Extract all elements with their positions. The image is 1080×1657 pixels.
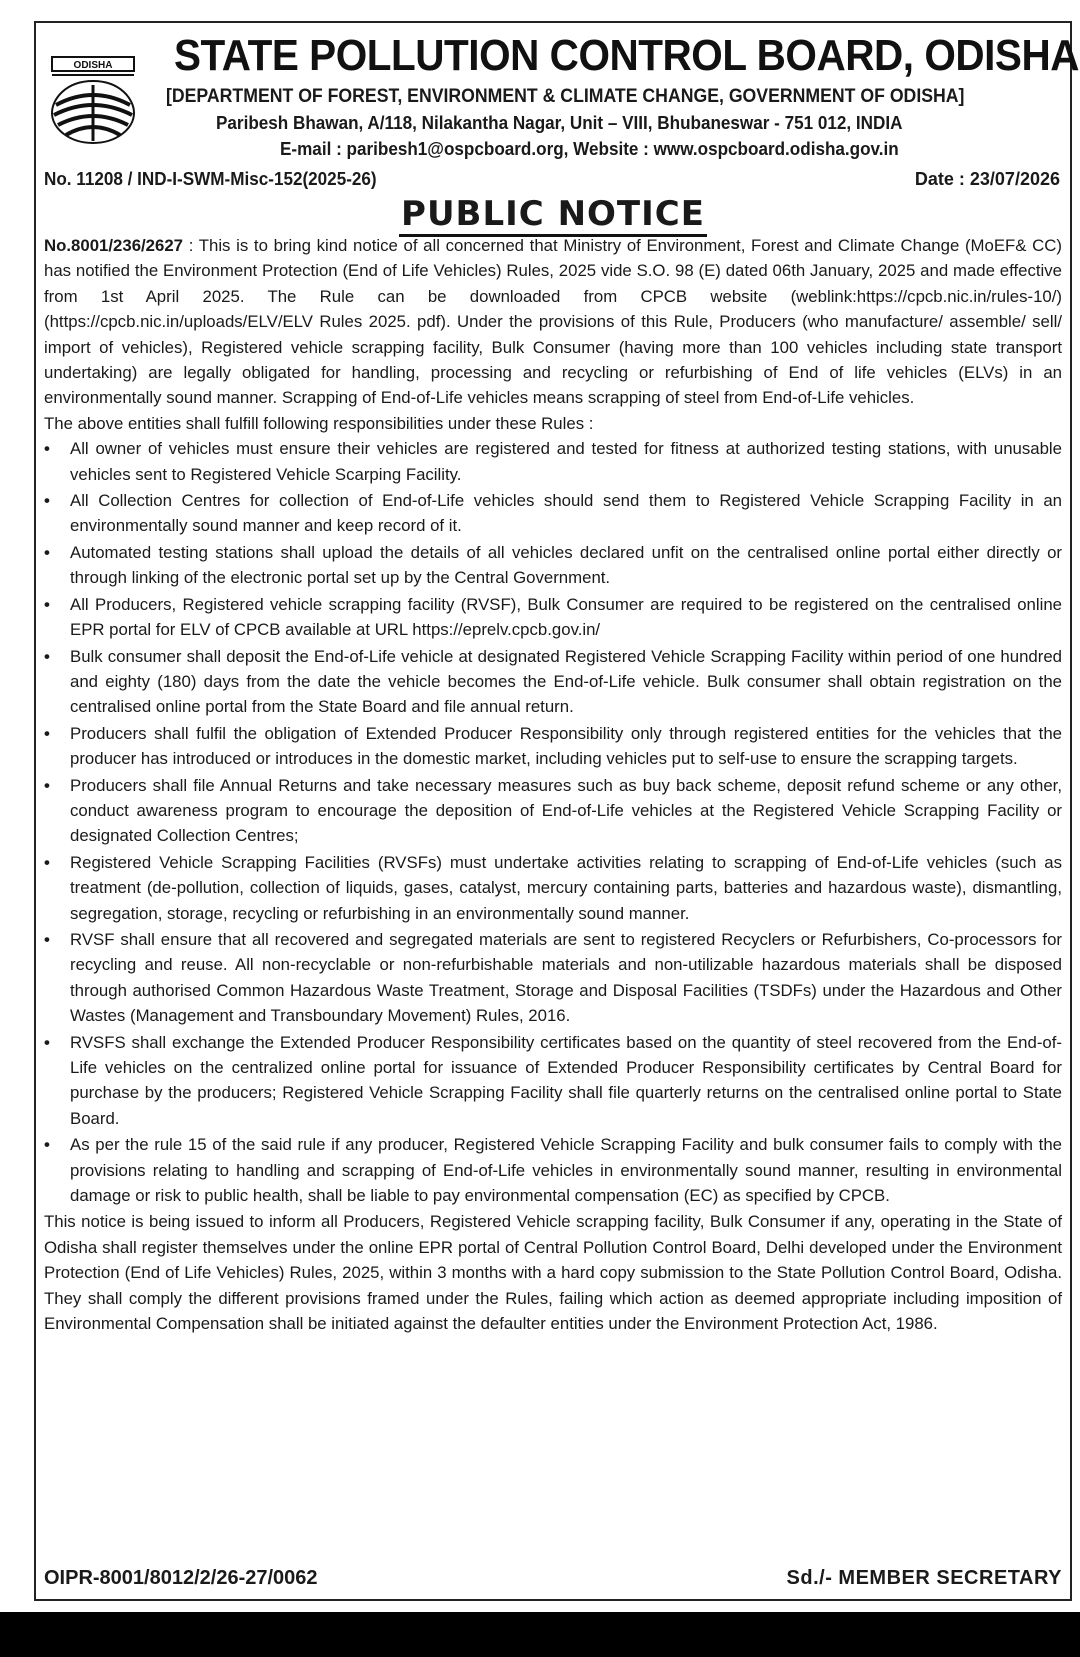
logo-text: ODISHA xyxy=(73,60,113,71)
public-notice xyxy=(34,21,1080,1601)
board-name: STATE POLLUTION CONTROL BOARD, ODISHA xyxy=(174,31,1080,80)
list-item: • Producers shall file Annual Returns and take necessary measures such as buy back scheme, deposit refund scheme or any other, conduct awareness program to encourage the deposition of End-of-Life vehicles at the Registered Vehicle Scrapping Facility or designated Collection Centres; xyxy=(44,773,1062,849)
bullet-icon: • xyxy=(44,929,50,949)
list-item: • Registered Vehicle Scrapping Facilities (RVSFs) must undertake activities relating to scrapping of End-of-Life vehicles (such as treatment (de-pollution, collection of liquids, gases, catalyst, mercury containing parts, batteries and hazardous waste), dismantling, segregation, storage, recycling or refurbishing in an environmentally sound manner. xyxy=(44,850,1062,926)
responsibilities-list xyxy=(44,436,1062,1208)
list-item: • As per the rule 15 of the said rule if any producer, Registered Vehicle Scrapping Facility and bulk consumer fails to comply with the provisions relating to handling and scrapping of End-of-Life vehicles in environmentally sound manner, resulting in environmental damage or risk to public health, shall be liable to pay environmental compensation (EC) as specified by CPCB. xyxy=(44,1132,1062,1208)
notice-title xyxy=(44,194,1062,234)
list-item: • All owner of vehicles must ensure their vehicles are registered and tested for fitness at authorized testing stations, with unusable vehicles sent to Registered Vehicle Scarping Facility. xyxy=(44,436,1062,487)
intro-number: No.8001/236/2627 xyxy=(44,236,184,255)
bullet-icon: • xyxy=(44,723,50,743)
bullet-icon: • xyxy=(44,542,50,562)
list-item: • RVSF shall ensure that all recovered and segregated materials are sent to registered Recyclers or Refurbishers, Co-processors for recycling and reuse. All non-recyclable or non-refurbishable materials and non-utilizable hazardous materials shall be disposed through authorised Common Hazardous Waste Treatment, Storage and Disposal Facilities (TSDFs) under the Hazardous and Other Wastes (Management and Transboundary Movement) Rules, 2016. xyxy=(44,927,1062,1029)
bullet-icon: • xyxy=(44,852,50,872)
notice-footer xyxy=(44,1567,1062,1593)
notice-date: Date : 23/07/2026 xyxy=(914,169,1060,189)
list-item: • Automated testing stations shall upload the details of all vehicles declared unfit on the centralised online portal either directly or through linking of the electronic portal set up by the Central Government. xyxy=(44,540,1062,591)
contact-line: E-mail : paribesh1@ospcboard.org, Website : www.ospcboard.odisha.gov.in xyxy=(280,139,899,159)
bullet-icon: • xyxy=(44,594,50,614)
bullet-icon: • xyxy=(44,439,50,459)
notice-title-text: PUBLIC NOTICE xyxy=(399,194,707,237)
board-logo xyxy=(46,55,140,147)
notice-body xyxy=(44,233,1062,1336)
reference-number: No. 11208 / IND-I-SWM-Misc-152(2025-26) xyxy=(44,169,377,189)
letterhead xyxy=(44,29,1080,169)
closing-paragraph: This notice is being issued to inform all Producers, Registered Vehicle scrapping facility, Bulk Consumer if any, operating in the State of Odisha shall register themselves under the online EPR portal of Central Pollution Control Board, Delhi developed under the Environment Protection (End of Life Vehicles) Rules, 2025, within 3 months with a hard copy submission to the State Pollution Control Board, Odisha. They shall comply the different provisions framed under the Rules, failing which action as deemed appropriate including imposition of Environmental Compensation shall be initiated against the defaulter entities under the Environment Protection Act, 1986. xyxy=(44,1212,1062,1334)
reference-line xyxy=(44,169,1062,195)
list-item: • All Collection Centres for collection of End-of-Life vehicles should send them to Registered Vehicle Scrapping Facility in an environmentally sound manner and keep record of it. xyxy=(44,488,1062,539)
bullet-icon: • xyxy=(44,646,50,666)
bullet-icon: • xyxy=(44,1032,50,1052)
signature: Sd./- MEMBER SECRETARY xyxy=(786,1567,1062,1589)
bullet-icon: • xyxy=(44,775,50,795)
oipr-number: OIPR-8001/8012/2/26-27/0062 xyxy=(44,1567,318,1589)
department-line: [DEPARTMENT OF FOREST, ENVIRONMENT & CLIMATE CHANGE, GOVERNMENT OF ODISHA] xyxy=(166,86,965,107)
bottom-bar xyxy=(0,1612,1080,1657)
list-item: • RVSFS shall exchange the Extended Producer Responsibility certificates based on the quantity of steel recovered from the End-of-Life vehicles on the centralized online portal for issuance of Extended Producer Responsibility certificates by Central Board for purchase by the producers; Registered Vehicle Scrapping Facility shall file quarterly returns on the centralised online portal to State Board. xyxy=(44,1030,1062,1132)
intro-paragraph xyxy=(44,233,1062,411)
list-item: • Bulk consumer shall deposit the End-of-Life vehicle at designated Registered Vehicle Scrapping Facility within period of one hundred and eighty (180) days from the date the vehicle becomes the End-of-Life vehicle. Bulk consumer shall obtain registration on the centralised online portal from the State Board and file annual return. xyxy=(44,644,1062,720)
bullet-icon: • xyxy=(44,491,50,511)
address-line: Paribesh Bhawan, A/118, Nilakantha Nagar, Unit – VIII, Bhubaneswar - 751 012, INDIA xyxy=(216,113,903,133)
intro-text: : This is to bring kind notice of all concerned that Ministry of Environment, Forest and Climate Change (MoEF& CC) has notified the Environment Protection (End of Life Vehicles) Rules, 2025 vide S.O. 98 (E) dated 06th January, 2025 and made effective from 1st April 2025. The Rule can be downloaded from CPCB website (weblink:https://cpcb.nic.in/rules-10/) (https://cpcb.nic.in/uploads/ELV/ELV Rules 2025. pdf). Under the provisions of this Rule, Producers (who manufacture/ assemble/ sell/ import of vehicles), Registered vehicle scrapping facility, Bulk Consumer (having more than 100 vehicles including state transport undertaking) are legally obligated for handling, processing and recycling or refurbishing of End of life vehicles (ELVs) in an environmentally sound manner. Scrapping of End-of-Life vehicles means scrapping of steel from End-of-Life vehicles. xyxy=(44,236,1062,408)
list-item: • Producers shall fulfil the obligation of Extended Producer Responsibility only through registered entities for the vehicles that the producer has introduced or introduces in the domestic market, including vehicles put to self-use to ensure the scrapping targets. xyxy=(44,721,1062,772)
bullet-icon: • xyxy=(44,1135,50,1155)
responsibilities-heading: The above entities shall fulfill following responsibilities under these Rules : xyxy=(44,413,594,433)
list-item: • All Producers, Registered vehicle scrapping facility (RVSF), Bulk Consumer are required to be registered on the centralised online EPR portal for ELV of CPCB available at URL https://eprelv.cpcb.gov.in/ xyxy=(44,592,1062,643)
